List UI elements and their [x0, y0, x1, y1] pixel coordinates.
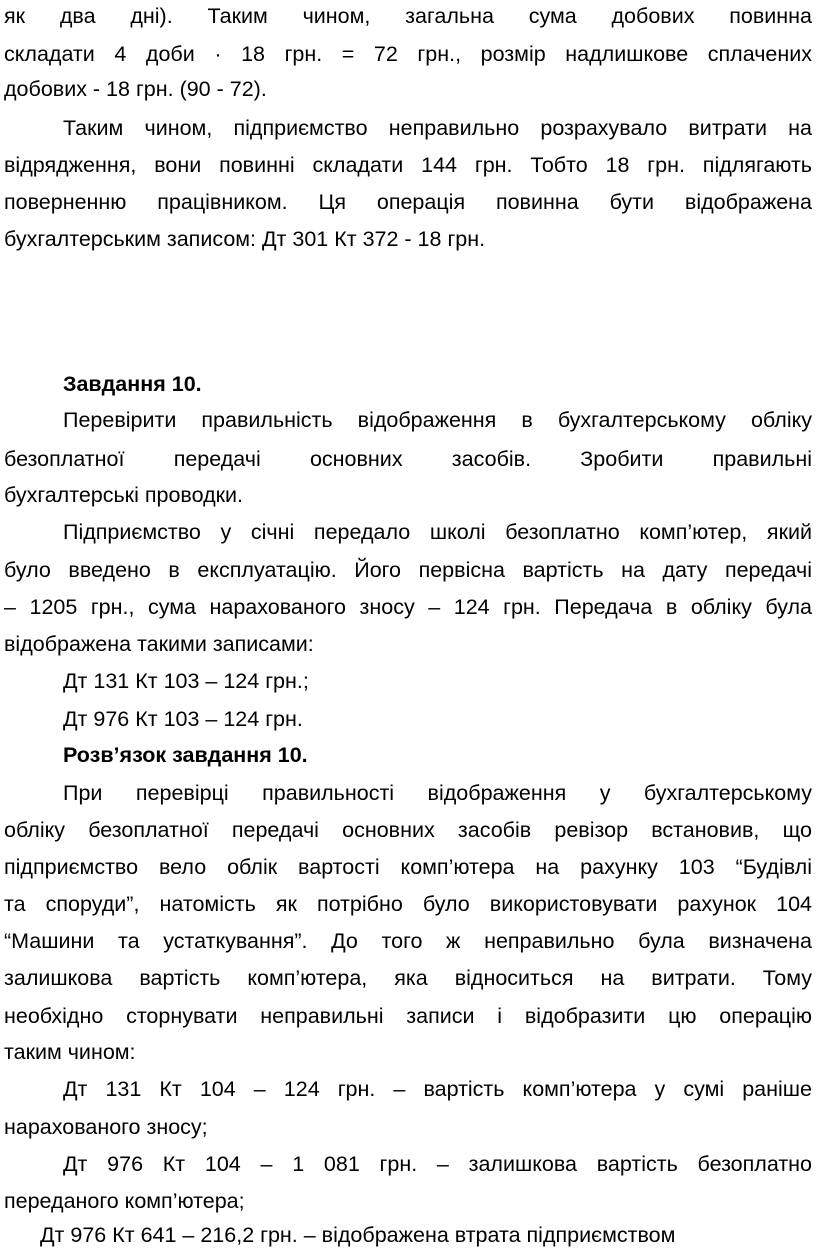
text-line: обліку безоплатної передачі основних засобів ревізор встановив, що — [4, 818, 812, 842]
entry-line: Дт 976 Кт 104 – 1 081 грн. – залишкова вартість безоплатно — [63, 1152, 812, 1176]
text-line: відображена такими записами: — [4, 632, 314, 656]
text-line: При перевірці правильності відображення у бухгалтерському — [63, 781, 812, 805]
text-line: необхідно сторнувати неправильні записи і відобразити цю операцію — [4, 1004, 812, 1028]
text-line: складати 4 доби · 18 грн. = 72 грн., розмір надлишкове сплачених — [4, 42, 812, 66]
text-line: – 1205 грн., сума нарахованого зносу – 124 грн. Передача в обліку була — [4, 595, 812, 619]
text-line: таким чином: — [4, 1040, 136, 1064]
text-line: та споруди”, натомість як потрібно було використовувати рахунок 104 — [4, 892, 812, 916]
text-line: підприємство вело облік вартості комп’ютера на рахунку 103 “Будівлі — [4, 855, 812, 879]
solution-heading: Розв’язок завдання 10. — [63, 743, 308, 767]
text-line: Таким чином, підприємство неправильно розрахувало витрати на — [63, 116, 812, 140]
entry-line: Дт 976 Кт 641 – 216,2 грн. – відображена втрата підприємством — [40, 1223, 676, 1247]
text-line: Перевірити правильність відображення в бухгалтерському обліку — [63, 408, 812, 432]
entry-line: Дт 131 Кт 104 – 124 грн. – вартість комп’ютера у сумі раніше — [63, 1077, 812, 1101]
text-line: бухгалтерські проводки. — [4, 483, 243, 507]
text-line: було введено в експлуатацію. Його первісна вартість на дату передачі — [4, 558, 812, 582]
text-line: добових - 18 грн. (90 - 72). — [4, 77, 267, 101]
entry-line: Дт 131 Кт 103 – 124 грн.; — [63, 669, 309, 693]
task-heading: Завдання 10. — [63, 372, 202, 396]
text-line: безоплатної передачі основних засобів. Зробити правильні — [4, 447, 812, 471]
text-line: “Машини та устаткування”. До того ж неправильно була визначена — [4, 929, 812, 953]
text-line: бухгалтерським записом: Дт 301 Кт 372 - 18 грн. — [4, 227, 486, 251]
text-line: переданого комп’ютера; — [4, 1189, 245, 1213]
text-line: як два дні). Таким чином, загальна сума добових повинна — [4, 4, 812, 28]
text-line: нарахованого зносу; — [4, 1115, 208, 1139]
text-line: залишкова вартість комп’ютера, яка відноситься на витрати. Тому — [4, 966, 812, 990]
entry-line: Дт 976 Кт 103 – 124 грн. — [63, 707, 303, 731]
text-line: поверненню працівником. Ця операція повинна бути відображена — [4, 190, 812, 214]
text-line: Підприємство у січні передало школі безоплатно комп’ютер, який — [63, 520, 812, 544]
text-line: відрядження, вони повинні складати 144 грн. Тобто 18 грн. підлягають — [4, 153, 812, 177]
